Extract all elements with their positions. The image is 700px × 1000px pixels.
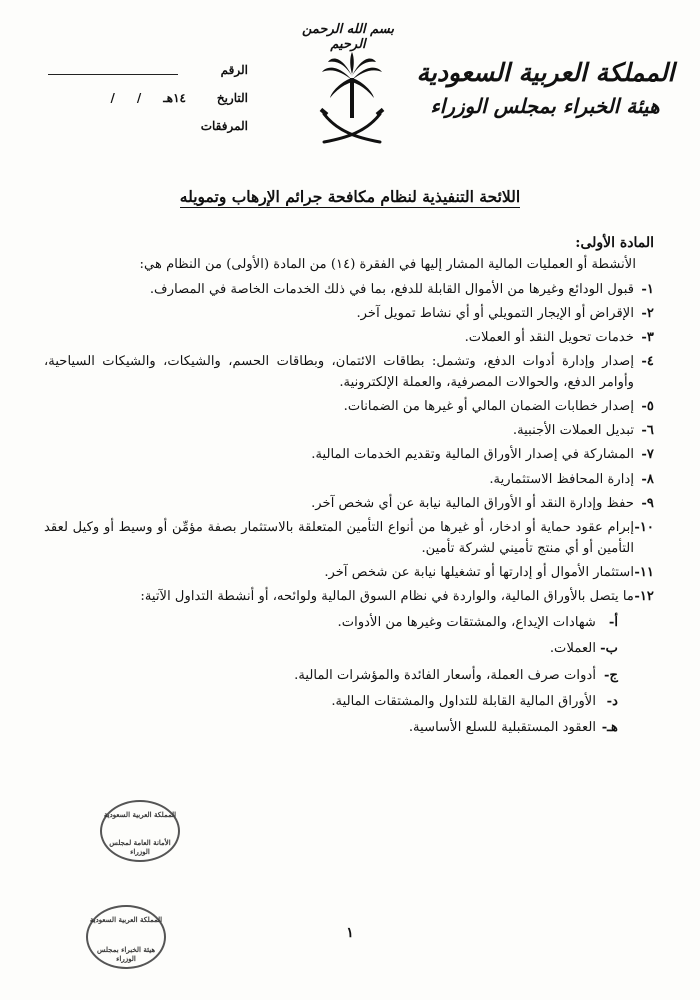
item-text: استثمار الأموال أو إدارتها أو تشغيلها نيابة عن شخص آخر.	[324, 565, 634, 581]
item-text: ما يتصل بالأوراق المالية، والواردة في نظام السوق المالية ولوائحه، أو أنشطة التداول الآتية:	[140, 589, 634, 605]
item-text: قبول الودائع وغيرها من الأموال القابلة للدفع، بما في ذلك الخدمات الخاصة في المصارف.	[149, 281, 634, 297]
date-suffix: ١٤هـ	[163, 91, 186, 105]
title-wrapper	[0, 187, 700, 208]
item-text: إدارة المحافظ الاستثمارية.	[489, 471, 634, 487]
saudi-emblem-icon	[318, 50, 386, 150]
reference-row	[48, 63, 248, 91]
item-number: ٩-	[641, 495, 654, 511]
item-text: أدوات صرف العملة، وأسعار الفائدة والمؤشرات المالية.	[294, 667, 596, 683]
official-stamp	[100, 800, 180, 862]
stamp-text: الأمانة العامة لمجلس الوزراء	[109, 838, 171, 856]
page-number: ١	[346, 925, 354, 941]
letter-metadata	[48, 63, 248, 147]
sub-list-item	[44, 665, 618, 686]
stamp-text: المملكة العربية السعودية	[103, 810, 177, 819]
item-number: ٥-	[641, 399, 654, 415]
reference-line	[48, 74, 178, 75]
article-items	[44, 279, 654, 608]
council-name: هيئة الخبراء بمجلس الوزراء	[430, 94, 660, 118]
item-text: الأوراق المالية القابلة للتداول والمشتقات المالية.	[331, 693, 596, 709]
kingdom-name: المملكة العربية السعودية	[416, 58, 675, 87]
item-number: أ-	[608, 615, 618, 631]
item-number: ٧-	[641, 447, 654, 463]
list-item	[44, 279, 654, 300]
date-value	[48, 91, 186, 105]
item-number: ٣-	[641, 329, 654, 345]
list-item	[44, 420, 654, 441]
list-item	[44, 396, 654, 417]
item-text: حفظ وإدارة النقد أو الأوراق المالية نيابة عن أي شخص آخر.	[311, 495, 634, 511]
list-item	[44, 327, 654, 348]
item-number: ٦-	[641, 423, 654, 439]
list-item	[44, 586, 654, 607]
sub-list-item	[44, 717, 618, 738]
list-item	[44, 469, 654, 490]
item-text: خدمات تحويل النقد أو العملات.	[464, 329, 634, 345]
document-body	[44, 232, 654, 738]
article-subitems	[44, 612, 654, 738]
item-text: إصدار وإدارة أدوات الدفع، وتشمل: بطاقات الائتمان، وبطاقات الحسم، والشيكات، والشيكات السياحية، وأوامر الدفع، والحوالات المصرفية، والعملة الإلكترونية.	[44, 353, 634, 391]
item-text: الإقراض أو الإيجار التمويلي أو أي نشاط تمويل آخر.	[356, 305, 634, 321]
document-title: اللائحة التنفيذية لنظام مكافحة جرائم الإرهاب وتمويله	[179, 187, 521, 206]
list-item	[44, 303, 654, 324]
item-number: ١٢-	[634, 589, 654, 605]
date-separator: /	[110, 91, 115, 105]
list-item	[44, 517, 654, 559]
sub-list-item	[44, 691, 618, 712]
official-stamp	[86, 905, 166, 969]
stamp-text: المملكة العربية السعودية	[89, 915, 163, 924]
item-number: ١٠-	[634, 519, 654, 535]
item-number: ١١-	[634, 565, 654, 581]
item-text: إبرام عقود حماية أو ادخار، أو غيرها من أنواع التأمين المتعلقة بالاستثمار بصفة مؤمِّن أو وسيط أو وكيل لعقد التأمين أو أي منتج تأميني لشركة تأمين.	[44, 519, 634, 556]
list-item	[44, 351, 654, 393]
sub-list-item	[44, 612, 618, 633]
item-number: ٨-	[641, 471, 654, 487]
item-text: العقود المستقبلية للسلع الأساسية.	[408, 719, 596, 735]
date-label: التاريخ	[216, 91, 248, 105]
list-item	[44, 562, 654, 583]
sub-list-item	[44, 638, 618, 659]
attachments-row	[48, 119, 248, 147]
item-text: العملات.	[549, 641, 596, 657]
date-row	[48, 91, 248, 119]
attachments-label: المرفقات	[200, 119, 248, 133]
item-text: تبديل العملات الأجنبية.	[512, 423, 634, 439]
item-text: شهادات الإيداع، والمشتقات وغيرها من الأدوات.	[337, 615, 596, 631]
date-separator: /	[136, 91, 142, 105]
item-text: إصدار خطابات الضمان المالي أو غيرها من الضمانات.	[343, 399, 634, 415]
item-text: المشاركة في إصدار الأوراق المالية وتقديم الخدمات المالية.	[311, 447, 634, 463]
stamp-text: هيئة الخبراء بمجلس الوزراء	[96, 945, 156, 963]
list-item	[44, 444, 654, 465]
article-intro: الأنشطة أو العمليات المالية المشار إليها في الفقرة (١٤) من المادة (الأولى) من النظام هي:	[139, 257, 636, 273]
item-number: هـ-	[601, 719, 618, 735]
item-number: ب-	[600, 641, 618, 657]
item-number: ١-	[641, 281, 654, 297]
item-number: ج-	[604, 667, 618, 683]
item-number: ٢-	[641, 305, 654, 321]
basmala: بسم الله الرحمن الرحيم	[302, 22, 394, 52]
list-item	[44, 493, 654, 514]
article-heading: المادة الأولى:	[575, 235, 654, 251]
item-number: د-	[606, 693, 618, 709]
reference-label: الرقم	[220, 63, 248, 77]
item-number: ٤-	[641, 353, 654, 369]
